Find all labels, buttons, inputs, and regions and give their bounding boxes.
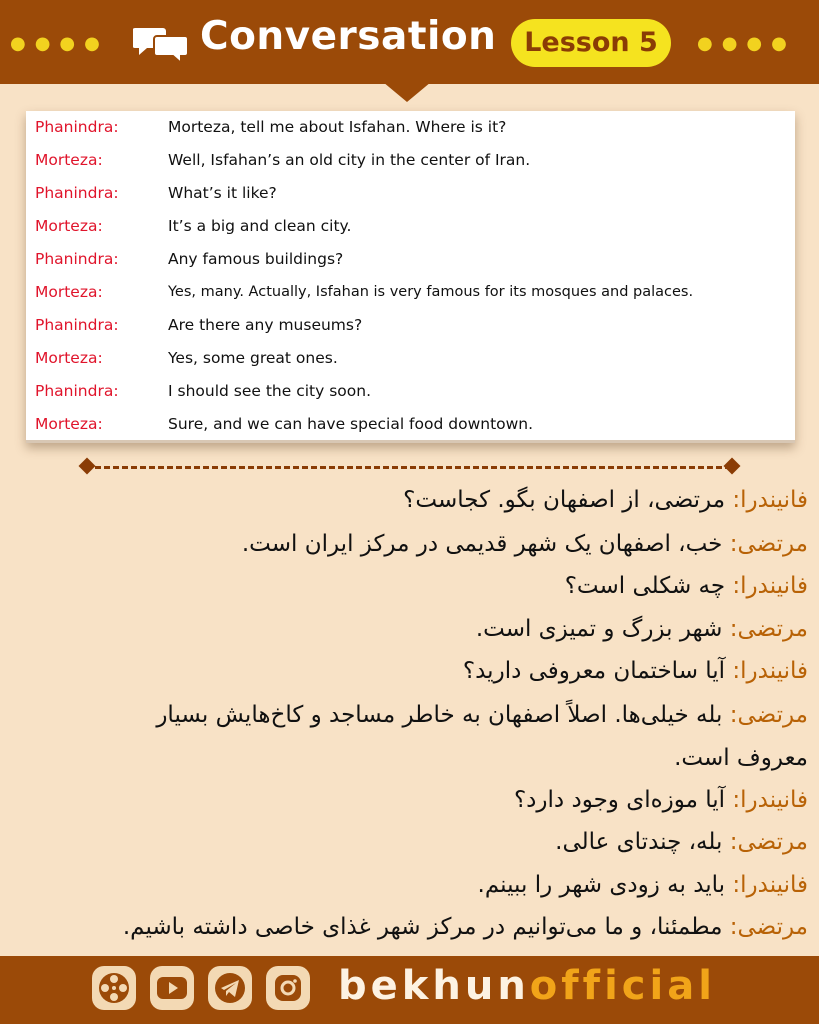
speaker-label: Phanindra: [35, 184, 119, 202]
dialogue-line [26, 309, 795, 342]
persian-text: آیا موزه‌ای وجود دارد؟ [513, 787, 733, 813]
decorative-dots-right: ●●●● [697, 33, 796, 54]
dialogue-line [26, 111, 795, 144]
divider-diamond-left [79, 458, 96, 475]
dialogue-line [26, 342, 795, 375]
dialogue-text: Morteza, tell me about Isfahan. Where is it? [168, 118, 507, 136]
persian-line [8, 870, 808, 900]
dialogue-line [26, 144, 795, 177]
youtube-icon[interactable] [150, 966, 194, 1010]
telegram-icon[interactable] [208, 966, 252, 1010]
speaker-label: Morteza: [35, 349, 103, 367]
chat-bubbles-icon [133, 24, 189, 62]
persian-text: چه شکلی است؟ [564, 573, 733, 599]
persian-speaker: مرتضی: [729, 702, 808, 728]
instagram-icon[interactable] [266, 966, 310, 1010]
speaker-label: Morteza: [35, 283, 103, 301]
persian-text: مطمئنا، و ما می‌توانیم در مرکز شهر غذای خاصی داشته باشیم. [122, 914, 730, 940]
speaker-label: Phanindra: [35, 316, 119, 334]
persian-speaker: فانیندرا: [732, 872, 808, 898]
dialogue-text: Any famous buildings? [168, 250, 344, 268]
persian-text: باید به زودی شهر را ببینم. [477, 872, 733, 898]
persian-text: معروف است. [674, 745, 808, 771]
persian-text: آیا ساختمان معروفی دارید؟ [462, 658, 733, 684]
persian-line [8, 529, 808, 559]
dialogue-text: What’s it like? [168, 184, 277, 202]
speaker-label: Phanindra: [35, 250, 119, 268]
persian-line [8, 485, 808, 515]
dialogue-text: I should see the city soon. [168, 382, 372, 400]
persian-line [8, 614, 808, 644]
persian-speaker: فانیندرا: [732, 787, 808, 813]
dialogue-text: Yes, some great ones. [168, 349, 338, 367]
persian-text: خب، اصفهان یک شهر قدیمی در مرکز ایران است. [241, 531, 730, 557]
persian-line [8, 571, 808, 601]
page-title: Conversation [200, 14, 497, 59]
dialogue-text: Are there any museums? [168, 316, 363, 334]
speaker-label: Phanindra: [35, 382, 119, 400]
persian-line [8, 912, 808, 942]
decorative-dots-left: ●●●● [10, 33, 109, 54]
film-reel-icon[interactable] [92, 966, 136, 1010]
dialogue-text: Sure, and we can have special food downtown. [168, 415, 534, 433]
header-notch [383, 82, 431, 102]
persian-text: مرتضی، از اصفهان بگو. کجاست؟ [403, 487, 733, 513]
persian-text: شهر بزرگ و تمیزی است. [475, 616, 730, 642]
speaker-label: Morteza: [35, 217, 103, 235]
brand-part-1: bekhun [338, 963, 530, 1009]
persian-speaker: مرتضی: [729, 616, 808, 642]
persian-line [8, 827, 808, 857]
speaker-label: Morteza: [35, 415, 103, 433]
persian-text: بله، چندتای عالی. [555, 829, 730, 855]
dialogue-text: Yes, many. Actually, Isfahan is very famous for its mosques and palaces. [168, 284, 694, 300]
persian-line [8, 700, 808, 730]
dialogue-line [26, 276, 795, 309]
persian-speaker: مرتضی: [729, 914, 808, 940]
dashed-divider [86, 466, 731, 471]
dialogue-line [26, 408, 795, 441]
persian-speaker: فانیندرا: [732, 573, 808, 599]
persian-speaker: مرتضی: [729, 531, 808, 557]
persian-line [8, 743, 808, 773]
english-dialogue-card [26, 111, 795, 443]
persian-text: بله خیلی‌ها. اصلاً اصفهان به خاطر مساجد و کاخ‌هایش بسیار [156, 702, 730, 728]
dialogue-line [26, 210, 795, 243]
lesson-badge: Lesson 5 [511, 19, 671, 67]
speaker-label: Phanindra: [35, 118, 119, 136]
persian-line [8, 656, 808, 686]
dialogue-text: It’s a big and clean city. [168, 217, 352, 235]
dialogue-line [26, 375, 795, 408]
dialogue-line [26, 243, 795, 276]
brand-name [338, 963, 716, 1009]
brand-part-2: official [529, 963, 716, 1009]
persian-speaker: فانیندرا: [732, 658, 808, 684]
dialogue-text: Well, Isfahan’s an old city in the center of Iran. [168, 151, 531, 169]
speaker-label: Morteza: [35, 151, 103, 169]
persian-speaker: مرتضی: [729, 829, 808, 855]
divider-diamond-right [724, 458, 741, 475]
dialogue-line [26, 177, 795, 210]
persian-line [8, 785, 808, 815]
persian-speaker: فانیندرا: [732, 487, 808, 513]
